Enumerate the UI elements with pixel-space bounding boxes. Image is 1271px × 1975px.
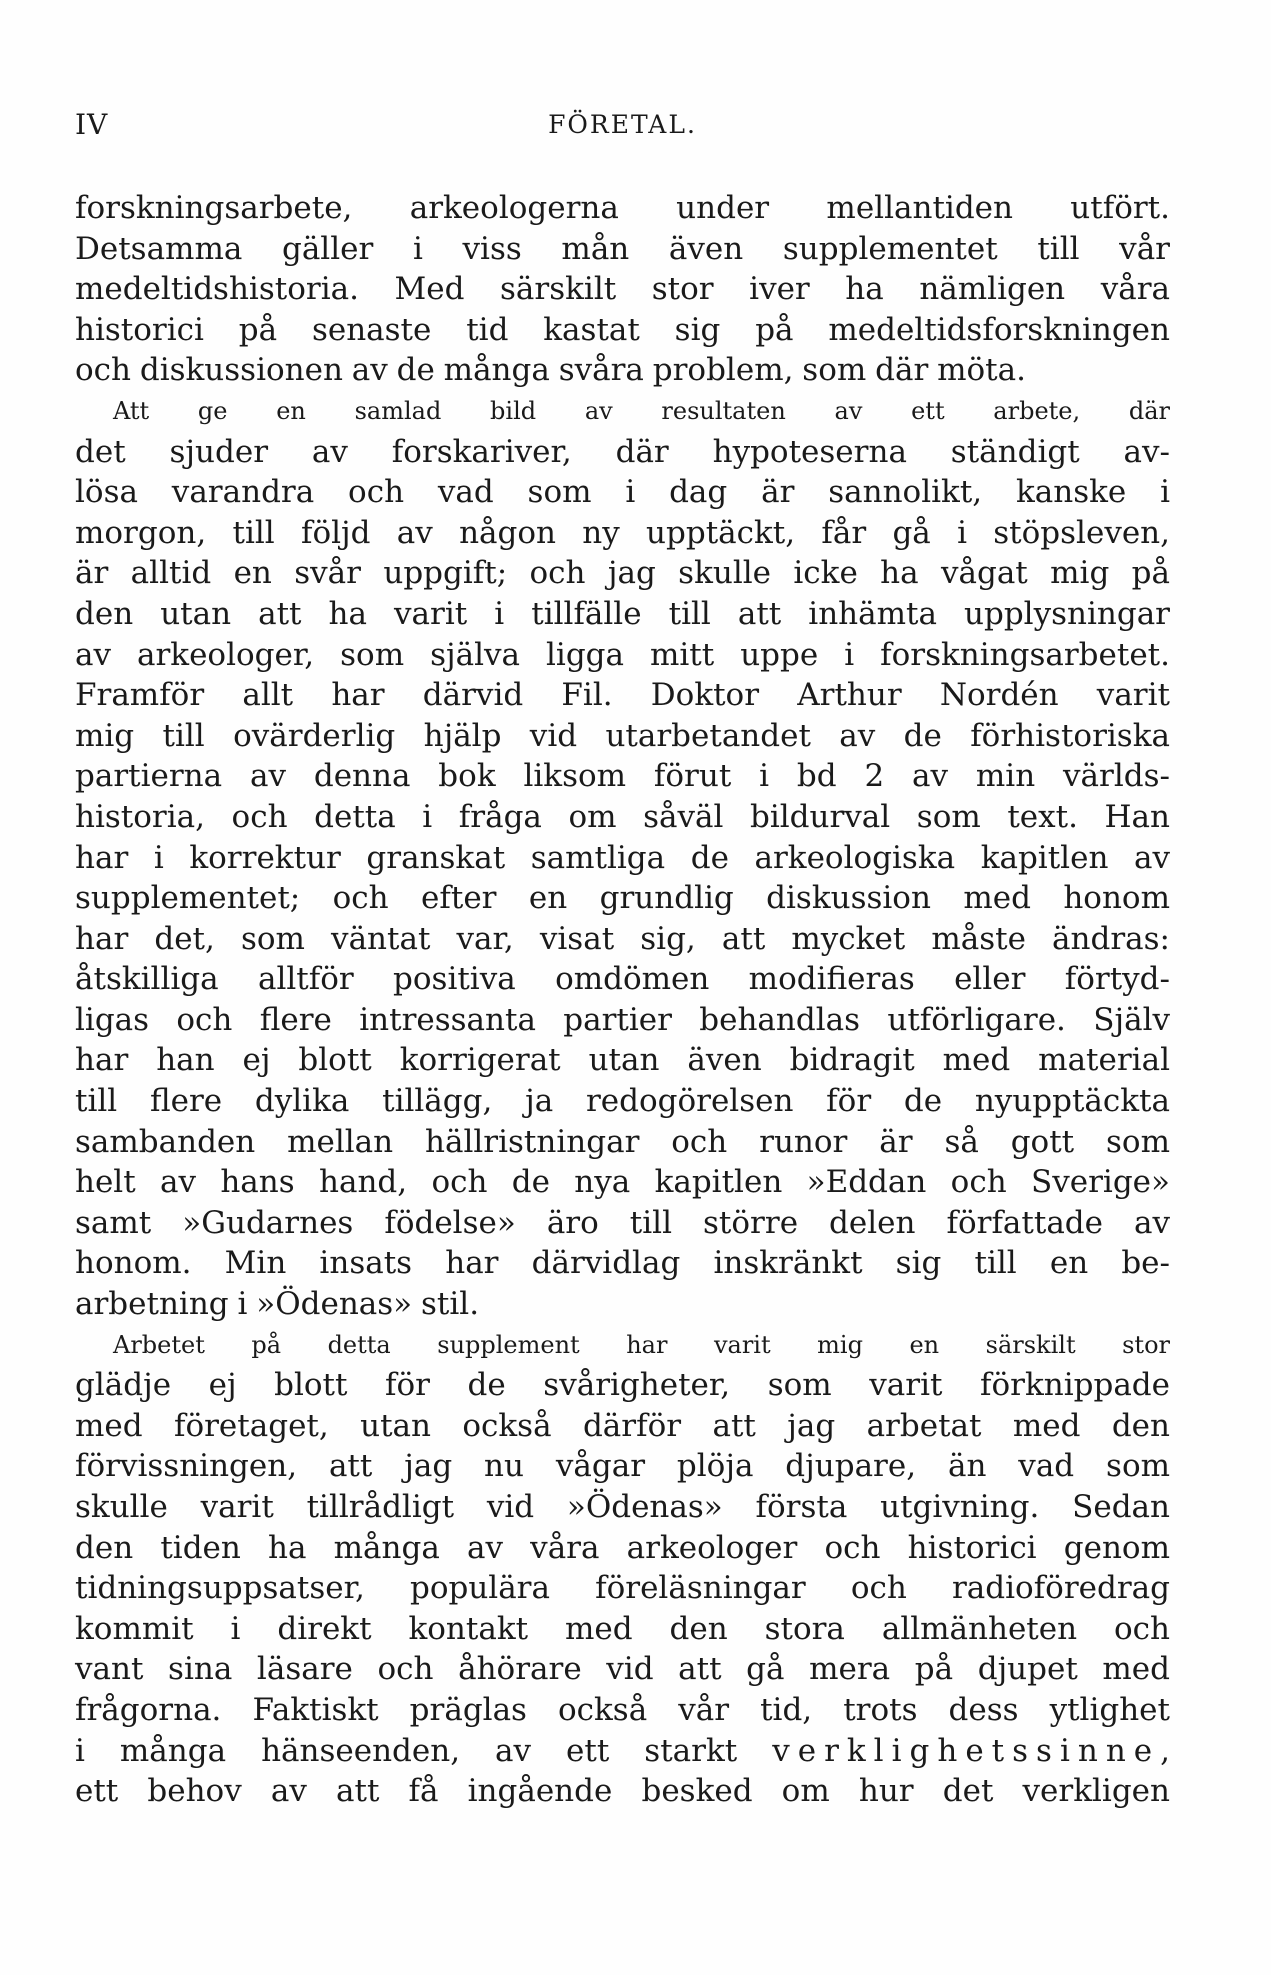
text-line: lösa varandra och vad som i dag är sannolikt, kanske i <box>75 474 1170 511</box>
running-head: FÖRETAL. <box>548 110 697 139</box>
text-line: samt »Gudarnes födelse» äro till större delen författade av <box>75 1204 1170 1241</box>
text-line: frågorna. Faktiskt präglas också vår tid, trots dess ytlighet <box>75 1691 1170 1728</box>
text-line: det sjuder av forskariver, där hypoteserna ständigt av- <box>75 433 1170 470</box>
text-line: morgon, till följd av någon ny upptäckt, får gå i stöpsleven, <box>75 514 1170 551</box>
text-line: har i korrektur granskat samtliga de arkeologiska kapitlen av <box>75 839 1170 876</box>
text-line: ett behov av att få ingående besked om hur det verkligen <box>75 1773 1170 1810</box>
text-line: Detsamma gäller i viss mån även supplementet till vår <box>75 230 1170 267</box>
text-line: kommit i direkt kontakt med den stora allmänheten och <box>75 1610 1170 1647</box>
text-line: helt av hans hand, och de nya kapitlen »Eddan och Sverige» <box>75 1164 1170 1201</box>
text-line: skulle varit tillrådligt vid »Ödenas» första utgivning. Sedan <box>75 1489 1170 1525</box>
text-line: glädje ej blott för de svårigheter, som varit förknippade <box>75 1367 1170 1404</box>
text-line: historia, och detta i fråga om såväl bildurval som text. Han <box>75 798 1170 835</box>
text-line: är alltid en svår uppgift; och jag skulle icke ha vågat mig på <box>75 555 1170 592</box>
text-line: Att ge en samlad bild av resultaten av ett arbete, där <box>113 396 1170 425</box>
text-line: har det, som väntat var, visat sig, att mycket måste ändras: <box>75 920 1170 957</box>
text-line: historici på senaste tid kastat sig på medeltidsforskningen <box>75 311 1170 348</box>
text-line: i många hänseenden, av ett starkt verklighetssinne, <box>75 1732 1170 1769</box>
text-line: tidningsuppsatser, populära föreläsningar och radioföredrag <box>75 1570 1170 1607</box>
text-line: åtskilliga alltför positiva omdömen modifieras eller förtyd- <box>75 961 1170 998</box>
text-line: den utan att ha varit i tillfälle till att inhämta upplysningar <box>75 595 1170 632</box>
text-line: medeltidshistoria. Med särskilt stor iver ha nämligen våra <box>75 271 1170 308</box>
text-line: arbetning i »Ödenas» stil. <box>75 1286 480 1323</box>
text-line: med företaget, utan också därför att jag arbetat med den <box>75 1407 1170 1444</box>
text-line: vant sina läsare och åhörare vid att gå mera på djupet med <box>75 1651 1170 1688</box>
spaced-emphasis: verklighetssinne <box>772 1732 1161 1769</box>
text-line: ligas och flere intressanta partier behandlas utförligare. Själv <box>75 1001 1170 1038</box>
text-line: Framför allt har därvid Fil. Doktor Arthur Nordén varit <box>75 677 1170 714</box>
text-line: till flere dylika tillägg, ja redogörelsen för de nyupptäckta <box>75 1083 1170 1120</box>
text-line: supplementet; och efter en grundlig diskussion med honom <box>75 880 1170 917</box>
text-line: forskningsarbete, arkeologerna under mellantiden utfört. <box>75 190 1170 226</box>
text-line: förvissningen, att jag nu vågar plöja djupare, än vad som <box>75 1448 1170 1485</box>
body-text <box>75 188 1170 1812</box>
text-line: har han ej blott korrigerat utan även bidragit med material <box>75 1042 1170 1079</box>
text-line: sambanden mellan hällristningar och runor är så gott som <box>75 1123 1170 1160</box>
page-header <box>75 108 1170 148</box>
text-line: mig till ovärderlig hjälp vid utarbetandet av de förhistoriska <box>75 717 1170 754</box>
page-number: IV <box>75 108 109 141</box>
text-line: honom. Min insats har därvidlag inskränkt sig till en be- <box>75 1245 1170 1282</box>
text-line: Arbetet på detta supplement har varit mig en särskilt stor <box>113 1330 1170 1359</box>
text-line: den tiden ha många av våra arkeologer och historici genom <box>75 1529 1170 1566</box>
text-line: och diskussionen av de många svåra problem, som där möta. <box>75 352 1026 389</box>
text-line: partierna av denna bok liksom förut i bd 2 av min världs- <box>75 758 1170 795</box>
text-line: av arkeologer, som själva ligga mitt uppe i forskningsarbetet. <box>75 636 1170 673</box>
